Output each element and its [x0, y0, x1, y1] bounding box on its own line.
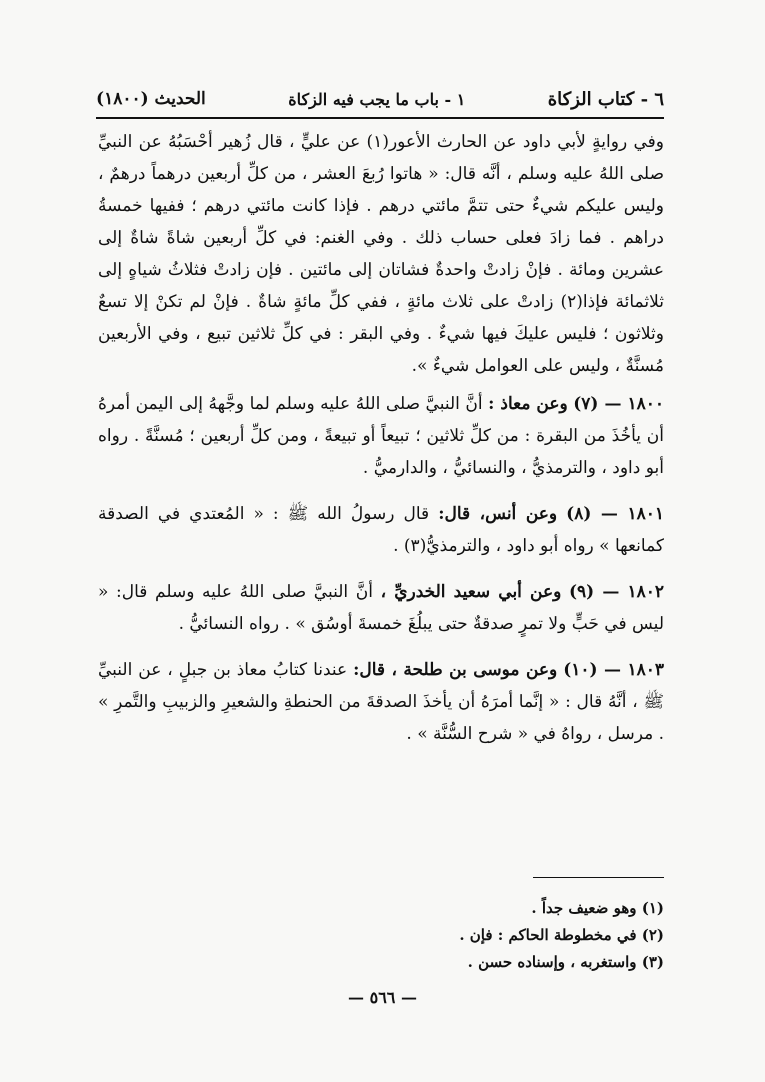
hadith-1802: [98, 576, 664, 640]
header-divider: [96, 117, 664, 119]
hadith-text: أنَّ النبيَّ صلى اللهُ عليه وسلم لما وجَّههُ إلى اليمن أمرهُ أن يأخُذَ من البقرة : من كلِّ ثلاثين ؛ تبيعاً أو تبيعةً ، ومن كلِّ أربعين ؛ مُسنَّةً . رواه أبو داود ، والترمذيُّ ، والنسائيُّ ، والدارميُّ .: [98, 394, 664, 478]
header-book-title: ٦ - كتاب الزكاة: [547, 88, 664, 110]
hadith-narrator: وعن معاذ :: [488, 394, 568, 414]
page-body: [98, 126, 664, 750]
hadith-narrator: وعن موسى بن طلحة ، قال:: [353, 660, 558, 680]
hadith-number: ١٨٠٠ — (٧): [573, 394, 665, 414]
footnote-divider: [533, 877, 664, 878]
paragraph-narration-abu-dawud: [98, 126, 664, 382]
hadith-text: أنَّ النبيَّ صلى اللهُ عليه وسلم قال: « ليس في حَبٍّ ولا تمرٍ صدقةٌ حتى يبلُغَ خمسةَ أوسُق » . رواه النسائيُّ .: [98, 582, 664, 634]
footnotes: [300, 895, 664, 976]
hadith-number: ١٨٠٣ — (١٠): [563, 660, 664, 680]
hadith-narrator: وعن أبي سعيد الخدريِّ ،: [380, 582, 562, 602]
hadith-1803: [98, 654, 664, 750]
hadith-number: ١٨٠١ — (٨): [566, 504, 664, 524]
running-header: [96, 82, 664, 116]
hadith-1801: [98, 498, 664, 562]
hadith-text: عندنا كتابُ معاذ بن جبلٍ ، عن النبيِّ ﷺ ، أنَّهُ قال : « إنَّما أمرَهُ أن يأخذَ الصدقةَ من الحنطةِ والشعيرِ والزبيبِ والتَّمرِ » . مرسل ، رواهُ في « شرح السُّنَّة » .: [98, 660, 664, 744]
footnote-1: (١) وهو ضعيف جداً .: [531, 899, 664, 917]
hadith-number: ١٨٠٢ — (٩): [568, 582, 664, 602]
paragraph-text: وفي روايةٍ لأبي داود عن الحارث الأعور(١) عن عليٍّ ، قال زُهير أحْسَبُهُ عن النبيِّ صلى اللهُ عليه وسلم ، أنَّه قال: « هاتوا رُبعَ العشر ، من كلِّ أربعين درهماً درهمٌ ، وليس عليكم شيءٌ حتى تتمَّ مائتي درهم . فإذا كانت مائتي درهم ؛ ففيها خمسةُ دراهم . فما زادَ فعلى حساب ذلك . وفي الغنم: في كلِّ أربعين شاةً شاةٌ إلى عشرين ومائة . فإنْ زادتْ واحدةٌ فشاتان إلى مائتين . فإن زادتْ فثلاثُ شياهٍ إلى ثلاثمائة فإذا(٢) زادتْ على ثلاث مائةٍ ، ففي كلِّ مائةٍ شاةٌ . فإنْ لم تكنْ إلا تسعٌ وثلاثون ؛ فليس عليكَ فيها شيءٌ . وفي البقر : في كلِّ ثلاثين تبيع ، وفي الأربعين مُسنَّةٌ ، وليس على العوامل شيءٌ ».: [98, 132, 665, 376]
page-number: — ٥٦٦ —: [348, 988, 417, 1007]
header-chapter-title: ١ - باب ما يجب فيه الزكاة: [288, 89, 466, 109]
footnote-3: (٣) واستغربه ، وإسناده حسن .: [467, 953, 664, 971]
header-hadith-number: الحديث (١٨٠٠): [96, 89, 206, 109]
footnote-2: (٢) في مخطوطة الحاكم : فإن .: [459, 926, 664, 944]
hadith-1800: [98, 388, 664, 484]
hadith-text: قال رسولُ الله ﷺ : « المُعتدي في الصدقة كمانعها » رواه أبو داود ، والترمذيُّ(٣) .: [98, 504, 664, 556]
hadith-narrator: وعن أنس، قال:: [438, 504, 558, 524]
